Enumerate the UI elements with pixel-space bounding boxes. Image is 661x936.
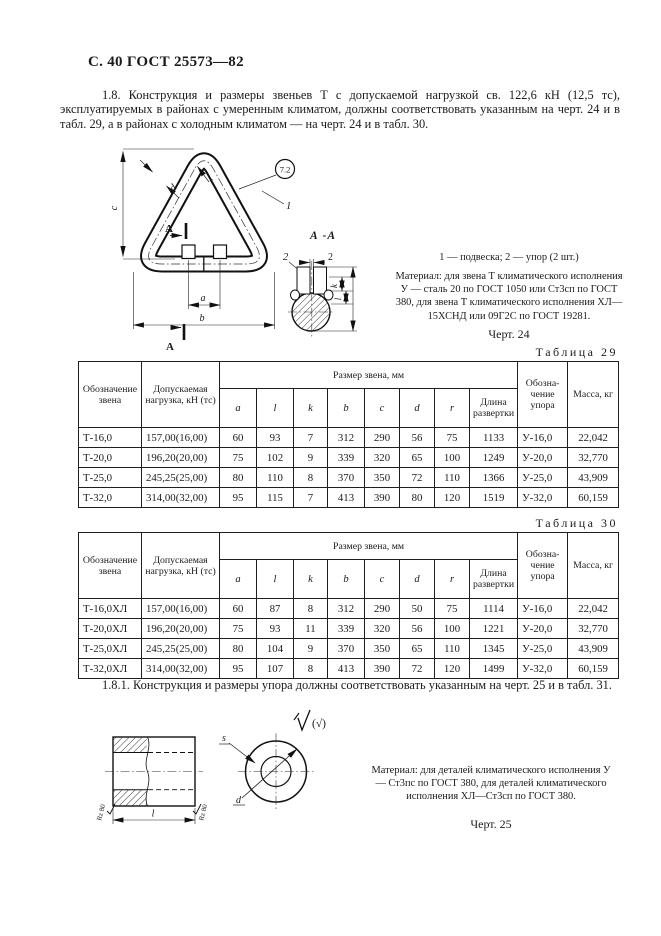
svg-text:А: А	[166, 341, 174, 353]
weld-ref-value: 7.2	[279, 164, 291, 175]
table-cell: 157,00(16,00)	[142, 599, 220, 619]
gap-dim-label: 2	[328, 252, 333, 263]
table-cell: У-20,0	[518, 448, 568, 468]
table-cell: 75	[435, 428, 470, 448]
table-cell: У-20,0	[518, 619, 568, 639]
table-cell: 60	[220, 428, 257, 448]
section-mark-top	[165, 223, 186, 239]
stop-lug-left	[182, 245, 195, 259]
dim-k-label: k	[329, 284, 339, 288]
table-cell: 8	[294, 659, 328, 679]
table-row	[79, 639, 619, 659]
table-row	[79, 448, 619, 468]
table-cell: 120	[435, 659, 470, 679]
dim-a-label: a	[200, 293, 206, 304]
table-cell: 110	[435, 468, 470, 488]
col-mass: Масса, кг	[568, 533, 619, 599]
table-cell: 339	[328, 619, 365, 639]
col-k: k	[294, 560, 328, 599]
table-cell: 390	[365, 659, 400, 679]
table-cell: 95	[220, 659, 257, 679]
table-30-label: Таблица 30	[535, 516, 618, 530]
table-cell: Т-20,0	[79, 448, 142, 468]
col-k: k	[294, 389, 328, 428]
col-unwrap-length: Длина развертки	[470, 389, 518, 428]
table-cell: У-25,0	[518, 468, 568, 488]
figure-24-material-note: Материал: для звена Т климатического исполнения У — сталь 20 по ГОСТ 1050 или Ст3сп по ГОСТ 380, для звена Т климатического исполнения ХЛ—15ХСНД или 09Г2С по ГОСТ 19281.	[395, 271, 623, 322]
table-cell: 93	[257, 428, 294, 448]
col-a: a	[220, 389, 257, 428]
paragraph-1-8	[60, 88, 620, 131]
table-cell: 104	[257, 639, 294, 659]
table-cell: 312	[328, 599, 365, 619]
table-cell: 22,042	[568, 428, 619, 448]
table-cell: 9	[294, 639, 328, 659]
table-cell: 1519	[470, 488, 518, 508]
table-cell: 339	[328, 448, 365, 468]
table-cell: 60,159	[568, 659, 619, 679]
section-title: А -А	[310, 230, 337, 242]
table-cell: 9	[294, 448, 328, 468]
table-cell: 320	[365, 619, 400, 639]
table-row	[79, 428, 619, 448]
col-l: l	[257, 389, 294, 428]
table-cell: 314,00(32,00)	[142, 488, 220, 508]
section-mark-bottom	[166, 324, 184, 353]
part-2-leader	[289, 262, 298, 269]
table-cell: 32,770	[568, 448, 619, 468]
table-cell: Т-25,0ХЛ	[79, 639, 142, 659]
table-cell: 350	[365, 468, 400, 488]
table-cell: 100	[435, 619, 470, 639]
table-row	[79, 488, 619, 508]
table-cell: 72	[400, 468, 435, 488]
table-cell: 1366	[470, 468, 518, 488]
table-cell: 1345	[470, 639, 518, 659]
dim-l-label: l	[333, 297, 343, 301]
col-load: Допускаемая нагрузка, кН (тс)	[142, 362, 220, 428]
table-cell: 22,042	[568, 599, 619, 619]
triangular-link-ring	[149, 161, 260, 272]
col-unwrap-length: Длина развертки	[470, 560, 518, 599]
table-cell: 60	[220, 599, 257, 619]
table-cell: 75	[435, 599, 470, 619]
part-2-label: 2	[283, 252, 289, 263]
table-row	[79, 619, 619, 639]
surface-finish-symbol	[294, 710, 326, 730]
table-cell: 80	[220, 639, 257, 659]
table-cell: 110	[435, 639, 470, 659]
table-29	[78, 361, 619, 508]
figure-24-drawing	[95, 138, 440, 353]
table-cell: 1221	[470, 619, 518, 639]
figure-24-parts-caption: 1 — подвеска; 2 — упор (2 шт.)	[439, 252, 579, 263]
table-cell: 93	[257, 619, 294, 639]
col-designation: Обозначение звена	[79, 533, 142, 599]
table-cell: 43,909	[568, 639, 619, 659]
col-size-group: Размер звена, мм	[220, 362, 518, 389]
page-header: С. 40 ГОСТ 25573—82	[88, 54, 244, 70]
figure-25-caption: Черт. 25	[470, 817, 512, 831]
table-cell: 80	[220, 468, 257, 488]
table-cell: 80	[400, 488, 435, 508]
table-cell: Т-16,0	[79, 428, 142, 448]
part-1-leader	[262, 191, 284, 204]
table-cell: 196,20(20,00)	[142, 448, 220, 468]
table-cell: 350	[365, 639, 400, 659]
table-cell: 290	[365, 428, 400, 448]
table-cell: 75	[220, 619, 257, 639]
col-r: r	[435, 560, 470, 599]
table-cell: 1249	[470, 448, 518, 468]
table-cell: 107	[257, 659, 294, 679]
dim-s-label: s	[222, 733, 226, 744]
dim-d-label: d	[236, 795, 241, 806]
table-cell: Т-16,0ХЛ	[79, 599, 142, 619]
table-cell: 196,20(20,00)	[142, 619, 220, 639]
table-cell: 50	[400, 599, 435, 619]
table-cell: Т-32,0	[79, 488, 142, 508]
table-cell: 1114	[470, 599, 518, 619]
table-cell: 8	[294, 468, 328, 488]
paragraph-1-8-text: 1.8. Конструкция и размеры звеньев Т с допускаемой нагрузкой св. 122,6 кН (12,5 тс), эксплуатируемых в районах с умеренным климатом, должны соответствовать указанным на черт. 24 и в табл. 29, а в районах с холодным климатом — на черт. 24 и в табл. 30.	[60, 88, 620, 131]
svg-text:Rz 80: Rz 80	[197, 803, 210, 822]
table-cell: 390	[365, 488, 400, 508]
table-cell: У-32,0	[518, 488, 568, 508]
table-cell: 290	[365, 599, 400, 619]
roughness-mark-left	[95, 803, 115, 822]
svg-text:А: А	[165, 223, 173, 235]
table-cell: 87	[257, 599, 294, 619]
col-load: Допускаемая нагрузка, кН (тс)	[142, 533, 220, 599]
table-cell: 110	[257, 468, 294, 488]
table-cell: 95	[220, 488, 257, 508]
table-cell: 413	[328, 488, 365, 508]
table-cell: 120	[435, 488, 470, 508]
col-size-group: Размер звена, мм	[220, 533, 518, 560]
table-cell: 56	[400, 619, 435, 639]
paragraph-1-8-1	[60, 678, 620, 692]
table-cell: 1133	[470, 428, 518, 448]
col-r: r	[435, 389, 470, 428]
col-d: d	[400, 560, 435, 599]
table-cell: 56	[400, 428, 435, 448]
table-cell: У-32,0	[518, 659, 568, 679]
table-cell: 75	[220, 448, 257, 468]
part-1-label: 1	[286, 201, 292, 212]
col-c: c	[365, 560, 400, 599]
stop-lug-right	[214, 245, 227, 259]
table-cell: Т-32,0ХЛ	[79, 659, 142, 679]
table-row	[79, 659, 619, 679]
table-cell: 370	[328, 639, 365, 659]
table-cell: 312	[328, 428, 365, 448]
col-b: b	[328, 389, 365, 428]
table-cell: 7	[294, 428, 328, 448]
col-a: a	[220, 560, 257, 599]
table-29-label: Таблица 29	[535, 345, 618, 359]
table-cell: 413	[328, 659, 365, 679]
col-c: c	[365, 389, 400, 428]
table-cell: 72	[400, 659, 435, 679]
table-30-body	[79, 599, 619, 679]
table-cell: 370	[328, 468, 365, 488]
col-stop: Обозна-чение упора	[518, 362, 568, 428]
col-stop: Обозна-чение упора	[518, 533, 568, 599]
table-cell: 7	[294, 488, 328, 508]
table-cell: 245,25(25,00)	[142, 639, 220, 659]
table-cell: 1499	[470, 659, 518, 679]
table-29-body	[79, 428, 619, 508]
table-cell: У-16,0	[518, 599, 568, 619]
table-row	[79, 468, 619, 488]
col-b: b	[328, 560, 365, 599]
section-view-a-a	[288, 261, 335, 338]
table-cell: 11	[294, 619, 328, 639]
table-cell: 65	[400, 448, 435, 468]
table-cell: 314,00(32,00)	[142, 659, 220, 679]
table-cell: У-25,0	[518, 639, 568, 659]
table-cell: 102	[257, 448, 294, 468]
stop-sleeve-side-view	[105, 737, 203, 806]
table-cell: 320	[365, 448, 400, 468]
table-cell: 100	[435, 448, 470, 468]
col-designation: Обозначение звена	[79, 362, 142, 428]
table-cell: 65	[400, 639, 435, 659]
dim-c-label: c	[109, 205, 120, 211]
svg-text:Rz 80: Rz 80	[95, 803, 108, 822]
stop-sleeve-front-view	[238, 734, 314, 810]
dim-r-label: r	[207, 176, 217, 188]
table-cell: Т-25,0	[79, 468, 142, 488]
col-d: d	[400, 389, 435, 428]
table-cell: 245,25(25,00)	[142, 468, 220, 488]
table-cell: 157,00(16,00)	[142, 428, 220, 448]
surface-rest-label: (√)	[312, 718, 326, 730]
table-30	[78, 532, 619, 679]
table-row	[79, 599, 619, 619]
figure-25-material-note: Материал: для деталей климатического исполнения У — Ст3пс по ГОСТ 380, для деталей климатического исполнения ХЛ—Ст3сп по ГОСТ 380.	[371, 765, 611, 803]
table-cell: 60,159	[568, 488, 619, 508]
table-cell: 115	[257, 488, 294, 508]
table-cell: 8	[294, 599, 328, 619]
table-cell: Т-20,0ХЛ	[79, 619, 142, 639]
table-cell: 32,770	[568, 619, 619, 639]
table-cell: У-16,0	[518, 428, 568, 448]
paragraph-1-8-1-text: 1.8.1. Конструкция и размеры упора должны соответствовать указанным на черт. 25 и в табл. 31.	[102, 678, 612, 692]
col-mass: Масса, кг	[568, 362, 619, 428]
col-l: l	[257, 560, 294, 599]
dim-b-label: b	[199, 313, 205, 324]
dim-l-label: l	[151, 808, 155, 820]
weld-ref-leader	[239, 175, 276, 189]
table-cell: 43,909	[568, 468, 619, 488]
figure-25-drawing	[88, 700, 388, 870]
dim-d-label: d	[167, 182, 179, 194]
figure-24-caption: Черт. 24	[488, 327, 530, 341]
